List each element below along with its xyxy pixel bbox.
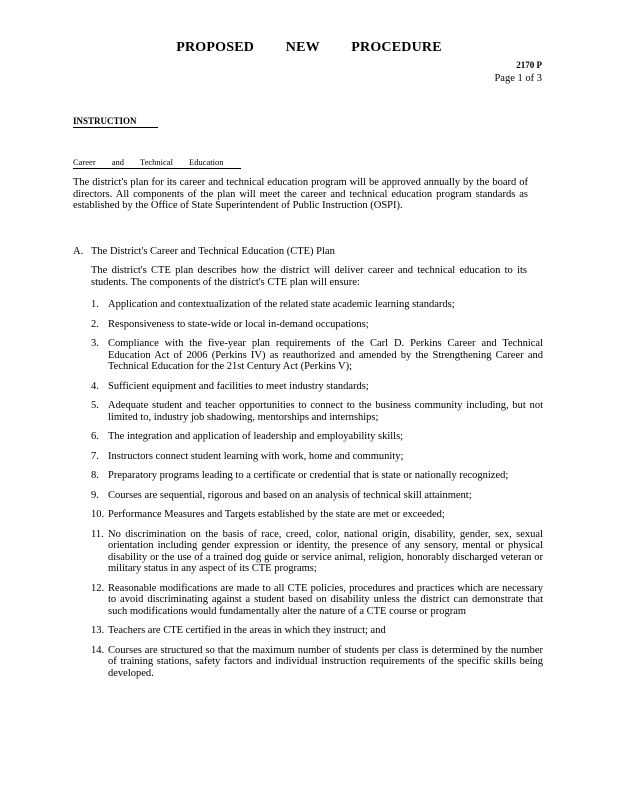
- intro-paragraph: The district's plan for its career and technical education program will be approved annually by the board of directors. All components of the plan will meet the career and technical education program standards as established by the Office of State Superintendent of Public Instruction (OSPI).: [73, 177, 528, 211]
- list-item: [91, 319, 543, 331]
- list-item-text: Application and contextualization of the related state academic learning standards;: [108, 299, 455, 310]
- list-item-number: 11.: [91, 528, 104, 540]
- list-item-text: Performance Measures and Targets established by the state are met or exceeded;: [108, 509, 445, 520]
- list-item-number: 13.: [91, 625, 105, 636]
- list-item: [91, 381, 543, 393]
- list-item-text: Courses are sequential, rigorous and based on an analysis of technical skill attainment;: [108, 489, 472, 501]
- list-item: [91, 490, 543, 502]
- list-item: [91, 338, 543, 373]
- list-item-number: 12.: [91, 582, 105, 594]
- plan-label: A.: [73, 246, 84, 257]
- list-item-number: 4.: [91, 380, 99, 392]
- list-item-text: Adequate student and teacher opportunities to connect to the business community including, but not limited to, industry job shadowing, mentorships and internships;: [108, 400, 543, 423]
- subsection-heading: Career and Technical Education: [73, 157, 241, 169]
- list-item-number: 1.: [91, 299, 99, 310]
- list-item: [91, 431, 543, 443]
- page-title: PROPOSED NEW PROCEDURE: [176, 40, 442, 55]
- list-item-text: Sufficient equipment and facilities to meet industry standards;: [108, 380, 369, 392]
- list-item: [91, 583, 543, 618]
- list-item-text: Preparatory programs leading to a certificate or credential that is state or nationally recognized;: [108, 470, 509, 481]
- list-item-number: 7.: [91, 450, 99, 462]
- page-number: Page 1 of 3: [494, 73, 542, 84]
- list-item-text: Teachers are CTE certified in the areas in which they instruct; and: [108, 625, 386, 636]
- list-item-text: No discrimination on the basis of race, creed, color, national origin, disability, gender, sex, sexual orientation including gender expression or identity, the presence of any sensory, mental or physical disability or the use of a trained dog guide or service animal, religion, honorably discharged veteran or military status in any aspect of its CTE programs;: [108, 528, 543, 574]
- list-item: [91, 299, 543, 311]
- list-item-number: 14.: [91, 644, 105, 656]
- list-item-number: 8.: [91, 470, 99, 481]
- list-item-text: Instructors connect student learning with work, home and community;: [108, 450, 404, 462]
- list-item-text: The integration and application of leadership and employability skills;: [108, 431, 404, 442]
- list-item-number: 5.: [91, 400, 99, 411]
- list-item-text: Compliance with the five-year plan requirements of the Carl D. Perkins Career and Technical Education Act of 2006 (Perkins IV) as reauthorized and amended by the Strengthening Career and Technical Education for the 21st Century Act (Perkins V);: [108, 338, 543, 372]
- list-item: [91, 400, 543, 423]
- plan-components-list: [91, 299, 543, 687]
- policy-code: 2170 P: [516, 60, 542, 70]
- list-item-text: Responsiveness to state-wide or local in-demand occupations;: [108, 318, 369, 330]
- list-item: [91, 529, 543, 575]
- list-item: [91, 509, 543, 521]
- list-item: [91, 470, 543, 482]
- plan-heading: [73, 246, 335, 257]
- list-item-text: Courses are structured so that the maximum number of students per class is determined by the number of training stations, safety factors and individual instruction requirements of the specific skills being developed.: [108, 644, 543, 679]
- list-item-number: 10.: [91, 509, 105, 520]
- plan-intro-paragraph: The district's CTE plan describes how the district will deliver career and technical education to its students. The components of the district's CTE plan will ensure:: [91, 265, 527, 288]
- list-item-number: 6.: [91, 431, 99, 442]
- list-item-text: Reasonable modifications are made to all CTE policies, procedures and practices which are necessary to avoid discriminating against a student based on disability unless the district can demonstrate that such modifications would fundamentally alter the nature of a CTE course or program: [108, 582, 543, 617]
- list-item: [91, 645, 543, 680]
- plan-heading-text: The District's Career and Technical Education (CTE) Plan: [91, 246, 335, 257]
- section-heading: INSTRUCTION: [73, 116, 158, 128]
- list-item: [91, 625, 543, 637]
- list-item-number: 2.: [91, 318, 99, 330]
- list-item-number: 9.: [91, 489, 99, 501]
- list-item-number: 3.: [91, 338, 99, 349]
- list-item: [91, 451, 543, 463]
